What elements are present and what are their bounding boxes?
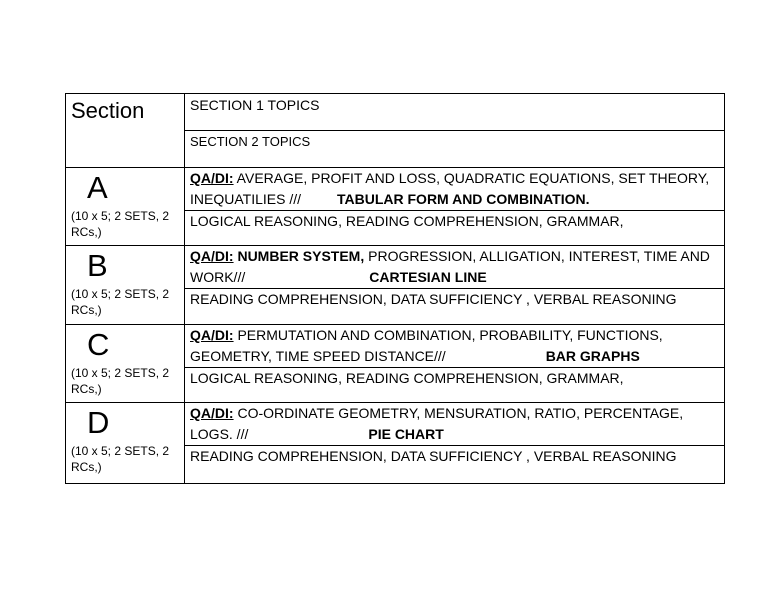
topics1-header-cell — [185, 94, 725, 131]
qa-end: TABULAR FORM AND COMBINATION. — [337, 191, 590, 207]
section-c-qa-cell — [185, 325, 725, 368]
section-sets: (10 x 5; 2 SETS, 2 RCs,) — [71, 287, 170, 317]
qa-text: PROGRESSION, ALLIGATION, INTEREST, TIME AND WORK/// — [190, 248, 710, 285]
section-topics-table — [65, 93, 725, 484]
section-a-cell — [66, 168, 185, 246]
qa-end: PIE CHART — [368, 426, 444, 442]
qa-text: PERMUTATION AND COMBINATION, PROBABILITY, FUNCTIONS, GEOMETRY, TIME SPEED DISTANCE/// — [190, 327, 663, 364]
section-header-label: Section — [71, 98, 145, 123]
section-sets: (10 x 5; 2 SETS, 2 RCs,) — [71, 444, 170, 474]
section-b-s2-cell — [185, 289, 725, 325]
section-d-cell — [66, 403, 185, 484]
section-b-cell — [66, 246, 185, 325]
qa-label: QA/DI: — [190, 170, 234, 186]
qa-end: CARTESIAN LINE — [369, 269, 487, 285]
section-d-qa-cell — [185, 403, 725, 446]
qa-text: AVERAGE, PROFIT AND LOSS, QUADRATIC EQUATIONS, SET THEORY, INEQUATILIES /// — [190, 170, 710, 207]
section-c-s2-cell — [185, 368, 725, 403]
s2-text: READING COMPREHENSION, DATA SUFFICIENCY , VERBAL REASONING — [190, 291, 677, 307]
qa-label: QA/DI: — [190, 405, 234, 421]
s2-text: LOGICAL REASONING, READING COMPREHENSION, GRAMMAR, — [190, 370, 624, 386]
qa-lead: NUMBER SYSTEM, — [233, 248, 365, 264]
section-a-s2-cell — [185, 211, 725, 246]
qa-text: CO-ORDINATE GEOMETRY, MENSURATION, RATIO, PERCENTAGE, LOGS. /// — [190, 405, 684, 442]
section-letter: B — [87, 248, 108, 283]
section-b-qa-cell — [185, 246, 725, 289]
section-c-cell — [66, 325, 185, 403]
section-d-s2-cell — [185, 446, 725, 484]
qa-label: QA/DI: — [190, 327, 234, 343]
qa-end: BAR GRAPHS — [545, 348, 640, 364]
section-letter: C — [87, 327, 110, 362]
section-letter: A — [87, 170, 108, 205]
s2-text: LOGICAL REASONING, READING COMPREHENSION, GRAMMAR, — [190, 213, 624, 229]
topics2-header-cell — [185, 131, 725, 168]
qa-label: QA/DI: — [190, 248, 234, 264]
section-header-cell — [66, 94, 185, 168]
topics2-header: SECTION 2 TOPICS — [190, 134, 311, 149]
section-sets: (10 x 5; 2 SETS, 2 RCs,) — [71, 366, 170, 396]
topics1-header: SECTION 1 TOPICS — [190, 97, 320, 113]
section-letter: D — [87, 405, 110, 440]
s2-text: READING COMPREHENSION, DATA SUFFICIENCY , VERBAL REASONING — [190, 448, 677, 464]
section-a-qa-cell — [185, 168, 725, 211]
section-sets: (10 x 5; 2 SETS, 2 RCs,) — [71, 209, 170, 239]
